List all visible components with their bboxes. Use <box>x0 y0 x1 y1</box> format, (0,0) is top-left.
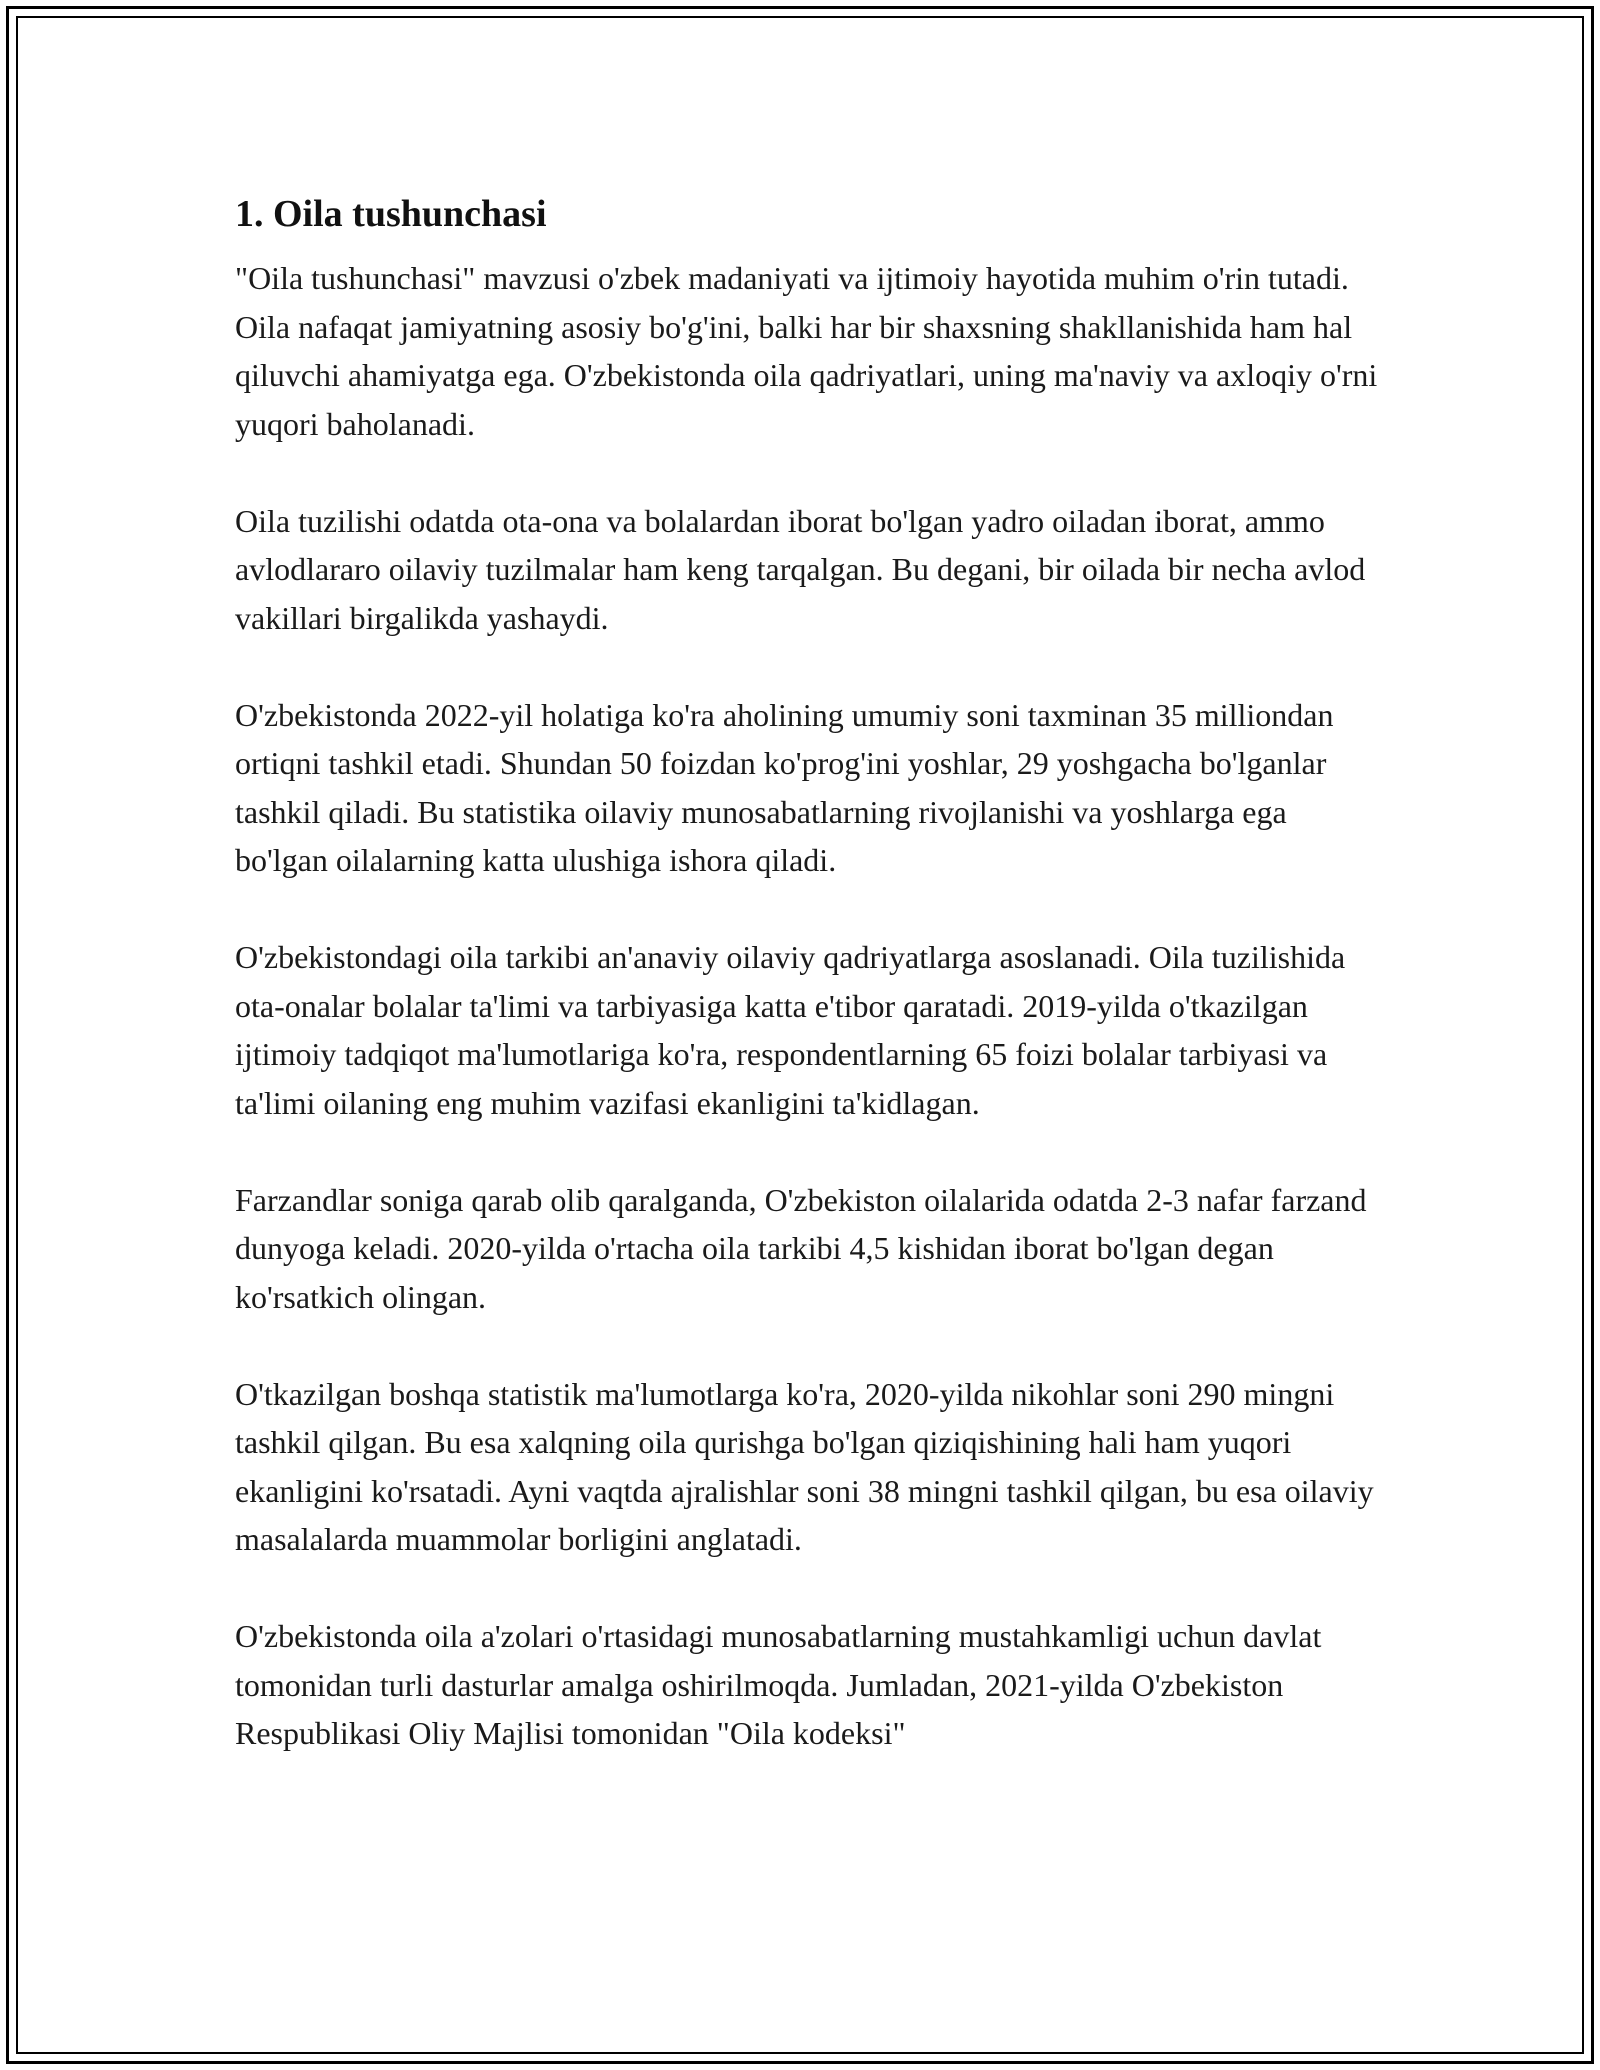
paragraph-4: O'zbekistondagi oila tarkibi an'anaviy oilaviy qadriyatlarga asoslanadi. Oila tuzilishida ota-onalar bolalar ta'limi va tarbiyasiga katta e'tibor qaratadi. 2019-yilda o'tkazilgan ijtimoiy tadqiqot ma'lumotlariga ko'ra, respondentlarning 65 foizi bolalar tarbiyasi va ta'limi oilaning eng muhim vazifasi ekanligini ta'kidlagan. <box>235 939 1346 1121</box>
paragraph-3: O'zbekistonda 2022-yil holatiga ko'ra aholining umumiy soni taxminan 35 milliondan ortiqni tashkil etadi. Shundan 50 foizdan ko'prog'ini yoshlar, 29 yoshgacha bo'lganlar tashkil qiladi. Bu statistika oilaviy munosabatlarning rivojlanishi va yoshlarga ega bo'lgan oilalarning katta ulushiga ishora qiladi. <box>235 696 1334 878</box>
section-heading: 1. Oila tushunchasi <box>235 193 547 235</box>
paragraph-7: O'zbekistonda oila a'zolari o'rtasidagi munosabatlarning mustahkamligi uchun davlat tomonidan turli dasturlar amalga oshirilmoqda. Jumladan, 2021-yilda O'zbekiston Respublikasi Oliy Majlisi tomonidan "Oila kodeksi" <box>235 1618 1322 1751</box>
document-body <box>235 186 1380 1806</box>
paragraph-5: Farzandlar soniga qarab olib qaralganda, O'zbekiston oilalarida odatda 2-3 nafar farzand dunyoga keladi. 2020-yilda o'rtacha oila tarkibi 4,5 kishidan iborat bo'lgan degan ko'rsatkich olingan. <box>235 1181 1367 1315</box>
paragraph-1: "Oila tushunchasi" mavzusi o'zbek madaniyati va ijtimoiy hayotida muhim o'rin tutadi. Oila nafaqat jamiyatning asosiy bo'g'ini, balki har bir shaxsning shakllanishida ham hal qiluvchi ahamiyatga ega. O'zbekistonda oila qadriyatlari, uning ma'naviy va axloqiy o'rni yuqori baholanadi. <box>235 260 1378 442</box>
paragraph-2: Oila tuzilishi odatda ota-ona va bolalardan iborat bo'lgan yadro oiladan iborat, ammo avlodlararo oilaviy tuzilmalar ham keng tarqalgan. Bu degani, bir oilada bir necha avlod vakillari birgalikda yashaydi. <box>235 502 1366 636</box>
paragraph-6: O'tkazilgan boshqa statistik ma'lumotlarga ko'ra, 2020-yilda nikohlar soni 290 mingni tashkil qilgan. Bu esa xalqning oila qurishga bo'lgan qiziqishining hali ham yuqori ekanligini ko'rsatadi. Ayni vaqtda ajralishlar soni 38 mingni tashkil qilgan, bu esa oilaviy masalalarda muammolar borligini anglatadi. <box>235 1375 1374 1557</box>
